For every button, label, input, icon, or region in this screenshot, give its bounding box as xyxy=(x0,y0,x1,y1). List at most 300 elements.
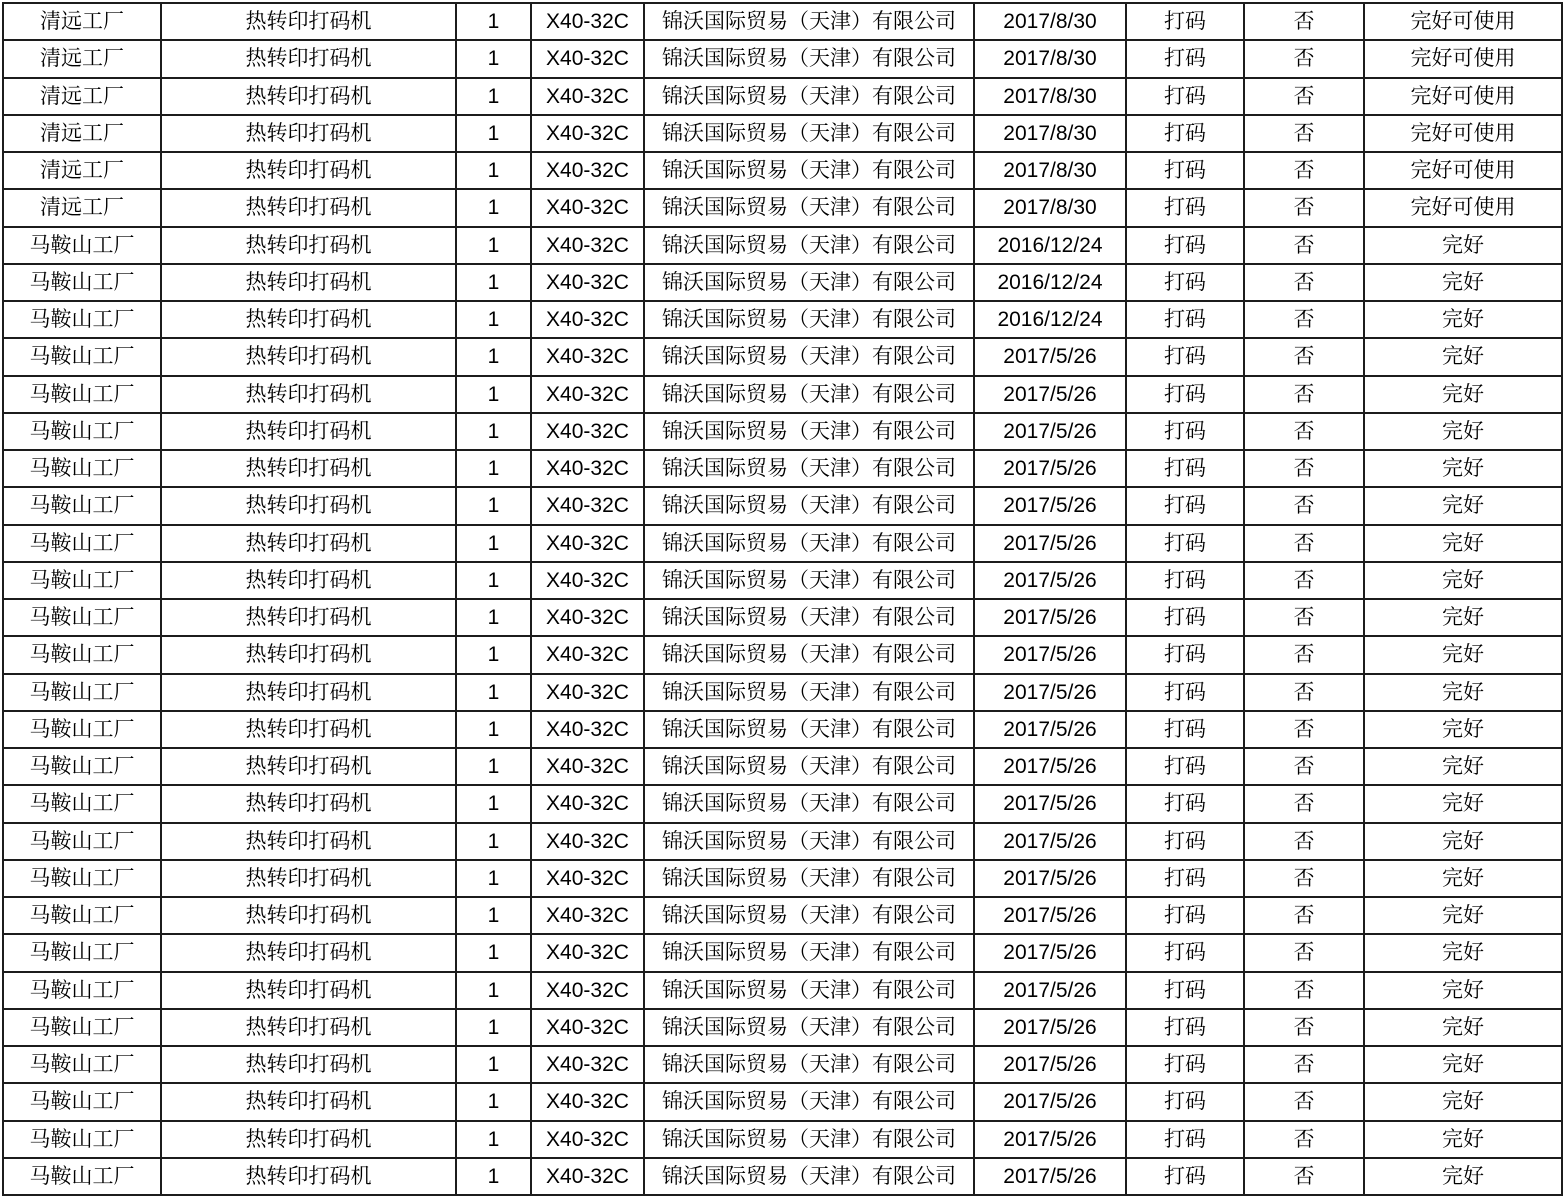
cell-usage[interactable]: 打码 xyxy=(1126,152,1244,189)
cell-supplier[interactable]: 锦沃国际贸易（天津）有限公司 xyxy=(644,1046,974,1083)
cell-factory[interactable]: 马鞍山工厂 xyxy=(3,1158,161,1195)
cell-equipment-name[interactable]: 热转印打码机 xyxy=(161,413,456,450)
cell-quantity[interactable]: 1 xyxy=(456,487,531,524)
cell-date[interactable]: 2017/5/26 xyxy=(974,711,1126,748)
cell-usage[interactable]: 打码 xyxy=(1126,525,1244,562)
cell-supplier[interactable]: 锦沃国际贸易（天津）有限公司 xyxy=(644,636,974,673)
cell-quantity[interactable]: 1 xyxy=(456,674,531,711)
cell-factory[interactable]: 清远工厂 xyxy=(3,3,161,40)
cell-status[interactable]: 完好 xyxy=(1364,376,1562,413)
cell-quantity[interactable]: 1 xyxy=(456,711,531,748)
cell-supplier[interactable]: 锦沃国际贸易（天津）有限公司 xyxy=(644,1121,974,1158)
cell-supplier[interactable]: 锦沃国际贸易（天津）有限公司 xyxy=(644,338,974,375)
cell-date[interactable]: 2017/5/26 xyxy=(974,636,1126,673)
cell-supplier[interactable]: 锦沃国际贸易（天津）有限公司 xyxy=(644,115,974,152)
cell-date[interactable]: 2017/8/30 xyxy=(974,78,1126,115)
cell-model[interactable]: X40-32C xyxy=(531,785,644,822)
cell-model[interactable]: X40-32C xyxy=(531,711,644,748)
cell-model[interactable]: X40-32C xyxy=(531,1158,644,1195)
cell-flag[interactable]: 否 xyxy=(1244,636,1364,673)
cell-flag[interactable]: 否 xyxy=(1244,152,1364,189)
cell-supplier[interactable]: 锦沃国际贸易（天津）有限公司 xyxy=(644,78,974,115)
cell-model[interactable]: X40-32C xyxy=(531,972,644,1009)
cell-status[interactable]: 完好 xyxy=(1364,1046,1562,1083)
cell-flag[interactable]: 否 xyxy=(1244,562,1364,599)
cell-equipment-name[interactable]: 热转印打码机 xyxy=(161,674,456,711)
cell-model[interactable]: X40-32C xyxy=(531,487,644,524)
cell-supplier[interactable]: 锦沃国际贸易（天津）有限公司 xyxy=(644,189,974,226)
cell-factory[interactable]: 清远工厂 xyxy=(3,40,161,77)
cell-date[interactable]: 2017/8/30 xyxy=(974,3,1126,40)
cell-date[interactable]: 2017/8/30 xyxy=(974,189,1126,226)
cell-status[interactable]: 完好 xyxy=(1364,823,1562,860)
cell-model[interactable]: X40-32C xyxy=(531,934,644,971)
cell-date[interactable]: 2017/8/30 xyxy=(974,115,1126,152)
cell-flag[interactable]: 否 xyxy=(1244,860,1364,897)
cell-equipment-name[interactable]: 热转印打码机 xyxy=(161,711,456,748)
cell-quantity[interactable]: 1 xyxy=(456,450,531,487)
cell-model[interactable]: X40-32C xyxy=(531,897,644,934)
cell-equipment-name[interactable]: 热转印打码机 xyxy=(161,487,456,524)
cell-status[interactable]: 完好 xyxy=(1364,450,1562,487)
cell-factory[interactable]: 清远工厂 xyxy=(3,152,161,189)
cell-flag[interactable]: 否 xyxy=(1244,823,1364,860)
cell-supplier[interactable]: 锦沃国际贸易（天津）有限公司 xyxy=(644,599,974,636)
cell-factory[interactable]: 马鞍山工厂 xyxy=(3,301,161,338)
cell-status[interactable]: 完好 xyxy=(1364,785,1562,822)
cell-factory[interactable]: 马鞍山工厂 xyxy=(3,487,161,524)
cell-factory[interactable]: 马鞍山工厂 xyxy=(3,376,161,413)
cell-date[interactable]: 2017/5/26 xyxy=(974,450,1126,487)
cell-usage[interactable]: 打码 xyxy=(1126,599,1244,636)
table-row xyxy=(3,189,1562,226)
cell-equipment-name[interactable]: 热转印打码机 xyxy=(161,934,456,971)
cell-model[interactable]: X40-32C xyxy=(531,264,644,301)
cell-supplier[interactable]: 锦沃国际贸易（天津）有限公司 xyxy=(644,376,974,413)
cell-date[interactable]: 2017/5/26 xyxy=(974,376,1126,413)
cell-usage[interactable]: 打码 xyxy=(1126,450,1244,487)
cell-model[interactable]: X40-32C xyxy=(531,301,644,338)
cell-status[interactable]: 完好 xyxy=(1364,1158,1562,1195)
cell-supplier[interactable]: 锦沃国际贸易（天津）有限公司 xyxy=(644,1009,974,1046)
cell-quantity[interactable]: 1 xyxy=(456,78,531,115)
cell-status[interactable]: 完好 xyxy=(1364,934,1562,971)
cell-date[interactable]: 2017/8/30 xyxy=(974,40,1126,77)
cell-equipment-name[interactable]: 热转印打码机 xyxy=(161,40,456,77)
cell-date[interactable]: 2016/12/24 xyxy=(974,227,1126,264)
cell-quantity[interactable]: 1 xyxy=(456,636,531,673)
cell-quantity[interactable]: 1 xyxy=(456,376,531,413)
cell-usage[interactable]: 打码 xyxy=(1126,674,1244,711)
cell-supplier[interactable]: 锦沃国际贸易（天津）有限公司 xyxy=(644,860,974,897)
cell-status[interactable]: 完好 xyxy=(1364,562,1562,599)
cell-supplier[interactable]: 锦沃国际贸易（天津）有限公司 xyxy=(644,711,974,748)
cell-flag[interactable]: 否 xyxy=(1244,785,1364,822)
cell-date[interactable]: 2017/5/26 xyxy=(974,1083,1126,1120)
cell-quantity[interactable]: 1 xyxy=(456,338,531,375)
cell-flag[interactable]: 否 xyxy=(1244,264,1364,301)
cell-factory[interactable]: 马鞍山工厂 xyxy=(3,264,161,301)
cell-supplier[interactable]: 锦沃国际贸易（天津）有限公司 xyxy=(644,674,974,711)
cell-date[interactable]: 2017/5/26 xyxy=(974,1121,1126,1158)
cell-equipment-name[interactable]: 热转印打码机 xyxy=(161,562,456,599)
cell-model[interactable]: X40-32C xyxy=(531,413,644,450)
cell-usage[interactable]: 打码 xyxy=(1126,413,1244,450)
cell-model[interactable]: X40-32C xyxy=(531,376,644,413)
cell-flag[interactable]: 否 xyxy=(1244,450,1364,487)
cell-equipment-name[interactable]: 热转印打码机 xyxy=(161,1046,456,1083)
table-row xyxy=(3,1158,1562,1195)
cell-model[interactable]: X40-32C xyxy=(531,189,644,226)
cell-flag[interactable]: 否 xyxy=(1244,3,1364,40)
cell-model[interactable]: X40-32C xyxy=(531,1009,644,1046)
cell-flag[interactable]: 否 xyxy=(1244,599,1364,636)
cell-equipment-name[interactable]: 热转印打码机 xyxy=(161,748,456,785)
cell-quantity[interactable]: 1 xyxy=(456,748,531,785)
cell-date[interactable]: 2017/5/26 xyxy=(974,487,1126,524)
cell-quantity[interactable]: 1 xyxy=(456,860,531,897)
cell-equipment-name[interactable]: 热转印打码机 xyxy=(161,599,456,636)
cell-factory[interactable]: 马鞍山工厂 xyxy=(3,860,161,897)
cell-factory[interactable]: 马鞍山工厂 xyxy=(3,450,161,487)
cell-usage[interactable]: 打码 xyxy=(1126,3,1244,40)
cell-supplier[interactable]: 锦沃国际贸易（天津）有限公司 xyxy=(644,301,974,338)
cell-usage[interactable]: 打码 xyxy=(1126,1046,1244,1083)
cell-equipment-name[interactable]: 热转印打码机 xyxy=(161,152,456,189)
cell-flag[interactable]: 否 xyxy=(1244,40,1364,77)
cell-flag[interactable]: 否 xyxy=(1244,674,1364,711)
cell-factory[interactable]: 马鞍山工厂 xyxy=(3,413,161,450)
cell-status[interactable]: 完好 xyxy=(1364,860,1562,897)
cell-status[interactable]: 完好可使用 xyxy=(1364,78,1562,115)
cell-date[interactable]: 2017/5/26 xyxy=(974,562,1126,599)
cell-factory[interactable]: 马鞍山工厂 xyxy=(3,636,161,673)
cell-usage[interactable]: 打码 xyxy=(1126,487,1244,524)
cell-status[interactable]: 完好 xyxy=(1364,264,1562,301)
cell-factory[interactable]: 马鞍山工厂 xyxy=(3,823,161,860)
table-row xyxy=(3,562,1562,599)
cell-status[interactable]: 完好 xyxy=(1364,674,1562,711)
cell-usage[interactable]: 打码 xyxy=(1126,40,1244,77)
cell-equipment-name[interactable]: 热转印打码机 xyxy=(161,636,456,673)
cell-date[interactable]: 2016/12/24 xyxy=(974,264,1126,301)
cell-date[interactable]: 2017/5/26 xyxy=(974,674,1126,711)
table-row xyxy=(3,674,1562,711)
cell-factory[interactable]: 马鞍山工厂 xyxy=(3,338,161,375)
table-row xyxy=(3,823,1562,860)
cell-date[interactable]: 2017/5/26 xyxy=(974,413,1126,450)
cell-supplier[interactable]: 锦沃国际贸易（天津）有限公司 xyxy=(644,450,974,487)
cell-factory[interactable]: 马鞍山工厂 xyxy=(3,599,161,636)
cell-date[interactable]: 2017/5/26 xyxy=(974,934,1126,971)
cell-supplier[interactable]: 锦沃国际贸易（天津）有限公司 xyxy=(644,487,974,524)
cell-equipment-name[interactable]: 热转印打码机 xyxy=(161,860,456,897)
cell-status[interactable]: 完好可使用 xyxy=(1364,152,1562,189)
cell-usage[interactable]: 打码 xyxy=(1126,301,1244,338)
cell-equipment-name[interactable]: 热转印打码机 xyxy=(161,1009,456,1046)
cell-model[interactable]: X40-32C xyxy=(531,1121,644,1158)
cell-factory[interactable]: 马鞍山工厂 xyxy=(3,934,161,971)
cell-usage[interactable]: 打码 xyxy=(1126,376,1244,413)
table-row xyxy=(3,376,1562,413)
cell-flag[interactable]: 否 xyxy=(1244,413,1364,450)
cell-usage[interactable]: 打码 xyxy=(1126,115,1244,152)
cell-factory[interactable]: 清远工厂 xyxy=(3,115,161,152)
cell-flag[interactable]: 否 xyxy=(1244,748,1364,785)
cell-usage[interactable]: 打码 xyxy=(1126,785,1244,822)
cell-quantity[interactable]: 1 xyxy=(456,1121,531,1158)
cell-quantity[interactable]: 1 xyxy=(456,152,531,189)
cell-model[interactable]: X40-32C xyxy=(531,450,644,487)
cell-model[interactable]: X40-32C xyxy=(531,115,644,152)
cell-quantity[interactable]: 1 xyxy=(456,823,531,860)
cell-status[interactable]: 完好可使用 xyxy=(1364,3,1562,40)
cell-equipment-name[interactable]: 热转印打码机 xyxy=(161,450,456,487)
cell-flag[interactable]: 否 xyxy=(1244,78,1364,115)
cell-quantity[interactable]: 1 xyxy=(456,525,531,562)
cell-flag[interactable]: 否 xyxy=(1244,1083,1364,1120)
cell-date[interactable]: 2016/12/24 xyxy=(974,301,1126,338)
cell-status[interactable]: 完好 xyxy=(1364,338,1562,375)
cell-status[interactable]: 完好 xyxy=(1364,1121,1562,1158)
cell-quantity[interactable]: 1 xyxy=(456,599,531,636)
cell-equipment-name[interactable]: 热转印打码机 xyxy=(161,264,456,301)
cell-quantity[interactable]: 1 xyxy=(456,1083,531,1120)
cell-date[interactable]: 2017/5/26 xyxy=(974,1158,1126,1195)
cell-usage[interactable]: 打码 xyxy=(1126,748,1244,785)
cell-equipment-name[interactable]: 热转印打码机 xyxy=(161,1083,456,1120)
cell-supplier[interactable]: 锦沃国际贸易（天津）有限公司 xyxy=(644,264,974,301)
cell-quantity[interactable]: 1 xyxy=(456,972,531,1009)
cell-equipment-name[interactable]: 热转印打码机 xyxy=(161,972,456,1009)
cell-status[interactable]: 完好 xyxy=(1364,227,1562,264)
cell-quantity[interactable]: 1 xyxy=(456,264,531,301)
cell-equipment-name[interactable]: 热转印打码机 xyxy=(161,823,456,860)
cell-factory[interactable]: 清远工厂 xyxy=(3,78,161,115)
cell-usage[interactable]: 打码 xyxy=(1126,860,1244,897)
cell-factory[interactable]: 马鞍山工厂 xyxy=(3,1009,161,1046)
cell-supplier[interactable]: 锦沃国际贸易（天津）有限公司 xyxy=(644,40,974,77)
cell-usage[interactable]: 打码 xyxy=(1126,1158,1244,1195)
cell-usage[interactable]: 打码 xyxy=(1126,636,1244,673)
cell-supplier[interactable]: 锦沃国际贸易（天津）有限公司 xyxy=(644,227,974,264)
cell-quantity[interactable]: 1 xyxy=(456,1009,531,1046)
cell-status[interactable]: 完好 xyxy=(1364,301,1562,338)
cell-status[interactable]: 完好 xyxy=(1364,636,1562,673)
cell-quantity[interactable]: 1 xyxy=(456,934,531,971)
cell-factory[interactable]: 马鞍山工厂 xyxy=(3,525,161,562)
cell-flag[interactable]: 否 xyxy=(1244,897,1364,934)
cell-flag[interactable]: 否 xyxy=(1244,1009,1364,1046)
cell-model[interactable]: X40-32C xyxy=(531,525,644,562)
cell-date[interactable]: 2017/5/26 xyxy=(974,1009,1126,1046)
cell-factory[interactable]: 马鞍山工厂 xyxy=(3,1046,161,1083)
cell-status[interactable]: 完好 xyxy=(1364,599,1562,636)
cell-flag[interactable]: 否 xyxy=(1244,487,1364,524)
cell-model[interactable]: X40-32C xyxy=(531,748,644,785)
cell-date[interactable]: 2017/5/26 xyxy=(974,599,1126,636)
cell-model[interactable]: X40-32C xyxy=(531,823,644,860)
cell-supplier[interactable]: 锦沃国际贸易（天津）有限公司 xyxy=(644,897,974,934)
cell-date[interactable]: 2017/5/26 xyxy=(974,338,1126,375)
cell-date[interactable]: 2017/5/26 xyxy=(974,897,1126,934)
cell-usage[interactable]: 打码 xyxy=(1126,1121,1244,1158)
cell-status[interactable]: 完好 xyxy=(1364,711,1562,748)
cell-quantity[interactable]: 1 xyxy=(456,189,531,226)
cell-supplier[interactable]: 锦沃国际贸易（天津）有限公司 xyxy=(644,1083,974,1120)
cell-equipment-name[interactable]: 热转印打码机 xyxy=(161,3,456,40)
cell-date[interactable]: 2017/8/30 xyxy=(974,152,1126,189)
cell-status[interactable]: 完好可使用 xyxy=(1364,189,1562,226)
cell-factory[interactable]: 马鞍山工厂 xyxy=(3,785,161,822)
cell-date[interactable]: 2017/5/26 xyxy=(974,525,1126,562)
cell-quantity[interactable]: 1 xyxy=(456,785,531,822)
cell-flag[interactable]: 否 xyxy=(1244,338,1364,375)
cell-status[interactable]: 完好 xyxy=(1364,748,1562,785)
cell-status[interactable]: 完好 xyxy=(1364,1083,1562,1120)
cell-flag[interactable]: 否 xyxy=(1244,934,1364,971)
table-row xyxy=(3,860,1562,897)
cell-flag[interactable]: 否 xyxy=(1244,1121,1364,1158)
cell-factory[interactable]: 马鞍山工厂 xyxy=(3,1083,161,1120)
cell-flag[interactable]: 否 xyxy=(1244,525,1364,562)
cell-model[interactable]: X40-32C xyxy=(531,860,644,897)
cell-supplier[interactable]: 锦沃国际贸易（天津）有限公司 xyxy=(644,413,974,450)
cell-equipment-name[interactable]: 热转印打码机 xyxy=(161,115,456,152)
cell-date[interactable]: 2017/5/26 xyxy=(974,823,1126,860)
cell-equipment-name[interactable]: 热转印打码机 xyxy=(161,189,456,226)
cell-quantity[interactable]: 1 xyxy=(456,227,531,264)
cell-usage[interactable]: 打码 xyxy=(1126,78,1244,115)
cell-flag[interactable]: 否 xyxy=(1244,972,1364,1009)
cell-supplier[interactable]: 锦沃国际贸易（天津）有限公司 xyxy=(644,3,974,40)
cell-quantity[interactable]: 1 xyxy=(456,115,531,152)
table-row xyxy=(3,748,1562,785)
cell-equipment-name[interactable]: 热转印打码机 xyxy=(161,78,456,115)
cell-model[interactable]: X40-32C xyxy=(531,227,644,264)
cell-flag[interactable]: 否 xyxy=(1244,301,1364,338)
cell-flag[interactable]: 否 xyxy=(1244,376,1364,413)
cell-usage[interactable]: 打码 xyxy=(1126,823,1244,860)
table-row xyxy=(3,525,1562,562)
cell-quantity[interactable]: 1 xyxy=(456,1046,531,1083)
cell-equipment-name[interactable]: 热转印打码机 xyxy=(161,301,456,338)
cell-equipment-name[interactable]: 热转印打码机 xyxy=(161,785,456,822)
cell-status[interactable]: 完好 xyxy=(1364,897,1562,934)
table-row xyxy=(3,934,1562,971)
cell-date[interactable]: 2017/5/26 xyxy=(974,1046,1126,1083)
cell-quantity[interactable]: 1 xyxy=(456,897,531,934)
cell-quantity[interactable]: 1 xyxy=(456,413,531,450)
cell-usage[interactable]: 打码 xyxy=(1126,1009,1244,1046)
cell-model[interactable]: X40-32C xyxy=(531,152,644,189)
cell-supplier[interactable]: 锦沃国际贸易（天津）有限公司 xyxy=(644,972,974,1009)
cell-factory[interactable]: 马鞍山工厂 xyxy=(3,972,161,1009)
cell-quantity[interactable]: 1 xyxy=(456,40,531,77)
cell-quantity[interactable]: 1 xyxy=(456,301,531,338)
cell-usage[interactable]: 打码 xyxy=(1126,264,1244,301)
cell-supplier[interactable]: 锦沃国际贸易（天津）有限公司 xyxy=(644,823,974,860)
cell-factory[interactable]: 清远工厂 xyxy=(3,189,161,226)
cell-supplier[interactable]: 锦沃国际贸易（天津）有限公司 xyxy=(644,934,974,971)
cell-usage[interactable]: 打码 xyxy=(1126,1083,1244,1120)
cell-equipment-name[interactable]: 热转印打码机 xyxy=(161,338,456,375)
cell-factory[interactable]: 马鞍山工厂 xyxy=(3,562,161,599)
cell-flag[interactable]: 否 xyxy=(1244,227,1364,264)
cell-model[interactable]: X40-32C xyxy=(531,674,644,711)
table-row xyxy=(3,413,1562,450)
cell-model[interactable]: X40-32C xyxy=(531,1046,644,1083)
cell-model[interactable]: X40-32C xyxy=(531,3,644,40)
cell-usage[interactable]: 打码 xyxy=(1126,189,1244,226)
cell-factory[interactable]: 马鞍山工厂 xyxy=(3,711,161,748)
cell-date[interactable]: 2017/5/26 xyxy=(974,972,1126,1009)
cell-flag[interactable]: 否 xyxy=(1244,1158,1364,1195)
cell-factory[interactable]: 马鞍山工厂 xyxy=(3,1121,161,1158)
cell-status[interactable]: 完好可使用 xyxy=(1364,40,1562,77)
cell-model[interactable]: X40-32C xyxy=(531,40,644,77)
cell-equipment-name[interactable]: 热转印打码机 xyxy=(161,227,456,264)
cell-supplier[interactable]: 锦沃国际贸易（天津）有限公司 xyxy=(644,748,974,785)
cell-model[interactable]: X40-32C xyxy=(531,338,644,375)
table-row xyxy=(3,1121,1562,1158)
cell-model[interactable]: X40-32C xyxy=(531,78,644,115)
cell-supplier[interactable]: 锦沃国际贸易（天津）有限公司 xyxy=(644,1158,974,1195)
cell-status[interactable]: 完好 xyxy=(1364,972,1562,1009)
cell-factory[interactable]: 马鞍山工厂 xyxy=(3,227,161,264)
cell-status[interactable]: 完好 xyxy=(1364,1009,1562,1046)
cell-usage[interactable]: 打码 xyxy=(1126,972,1244,1009)
cell-date[interactable]: 2017/5/26 xyxy=(974,785,1126,822)
cell-supplier[interactable]: 锦沃国际贸易（天津）有限公司 xyxy=(644,562,974,599)
cell-date[interactable]: 2017/5/26 xyxy=(974,748,1126,785)
cell-date[interactable]: 2017/5/26 xyxy=(974,860,1126,897)
cell-supplier[interactable]: 锦沃国际贸易（天津）有限公司 xyxy=(644,525,974,562)
cell-usage[interactable]: 打码 xyxy=(1126,897,1244,934)
cell-status[interactable]: 完好 xyxy=(1364,525,1562,562)
cell-equipment-name[interactable]: 热转印打码机 xyxy=(161,525,456,562)
cell-quantity[interactable]: 1 xyxy=(456,562,531,599)
cell-status[interactable]: 完好可使用 xyxy=(1364,115,1562,152)
cell-equipment-name[interactable]: 热转印打码机 xyxy=(161,1121,456,1158)
cell-supplier[interactable]: 锦沃国际贸易（天津）有限公司 xyxy=(644,785,974,822)
cell-flag[interactable]: 否 xyxy=(1244,115,1364,152)
cell-usage[interactable]: 打码 xyxy=(1126,934,1244,971)
cell-usage[interactable]: 打码 xyxy=(1126,338,1244,375)
cell-flag[interactable]: 否 xyxy=(1244,1046,1364,1083)
cell-usage[interactable]: 打码 xyxy=(1126,562,1244,599)
cell-quantity[interactable]: 1 xyxy=(456,1158,531,1195)
cell-model[interactable]: X40-32C xyxy=(531,562,644,599)
cell-flag[interactable]: 否 xyxy=(1244,189,1364,226)
cell-status[interactable]: 完好 xyxy=(1364,413,1562,450)
cell-usage[interactable]: 打码 xyxy=(1126,227,1244,264)
cell-equipment-name[interactable]: 热转印打码机 xyxy=(161,1158,456,1195)
cell-model[interactable]: X40-32C xyxy=(531,636,644,673)
cell-supplier[interactable]: 锦沃国际贸易（天津）有限公司 xyxy=(644,152,974,189)
cell-equipment-name[interactable]: 热转印打码机 xyxy=(161,376,456,413)
cell-usage[interactable]: 打码 xyxy=(1126,711,1244,748)
cell-model[interactable]: X40-32C xyxy=(531,599,644,636)
cell-equipment-name[interactable]: 热转印打码机 xyxy=(161,897,456,934)
cell-factory[interactable]: 马鞍山工厂 xyxy=(3,897,161,934)
cell-factory[interactable]: 马鞍山工厂 xyxy=(3,674,161,711)
cell-flag[interactable]: 否 xyxy=(1244,711,1364,748)
cell-quantity[interactable]: 1 xyxy=(456,3,531,40)
cell-model[interactable]: X40-32C xyxy=(531,1083,644,1120)
cell-status[interactable]: 完好 xyxy=(1364,487,1562,524)
cell-factory[interactable]: 马鞍山工厂 xyxy=(3,748,161,785)
